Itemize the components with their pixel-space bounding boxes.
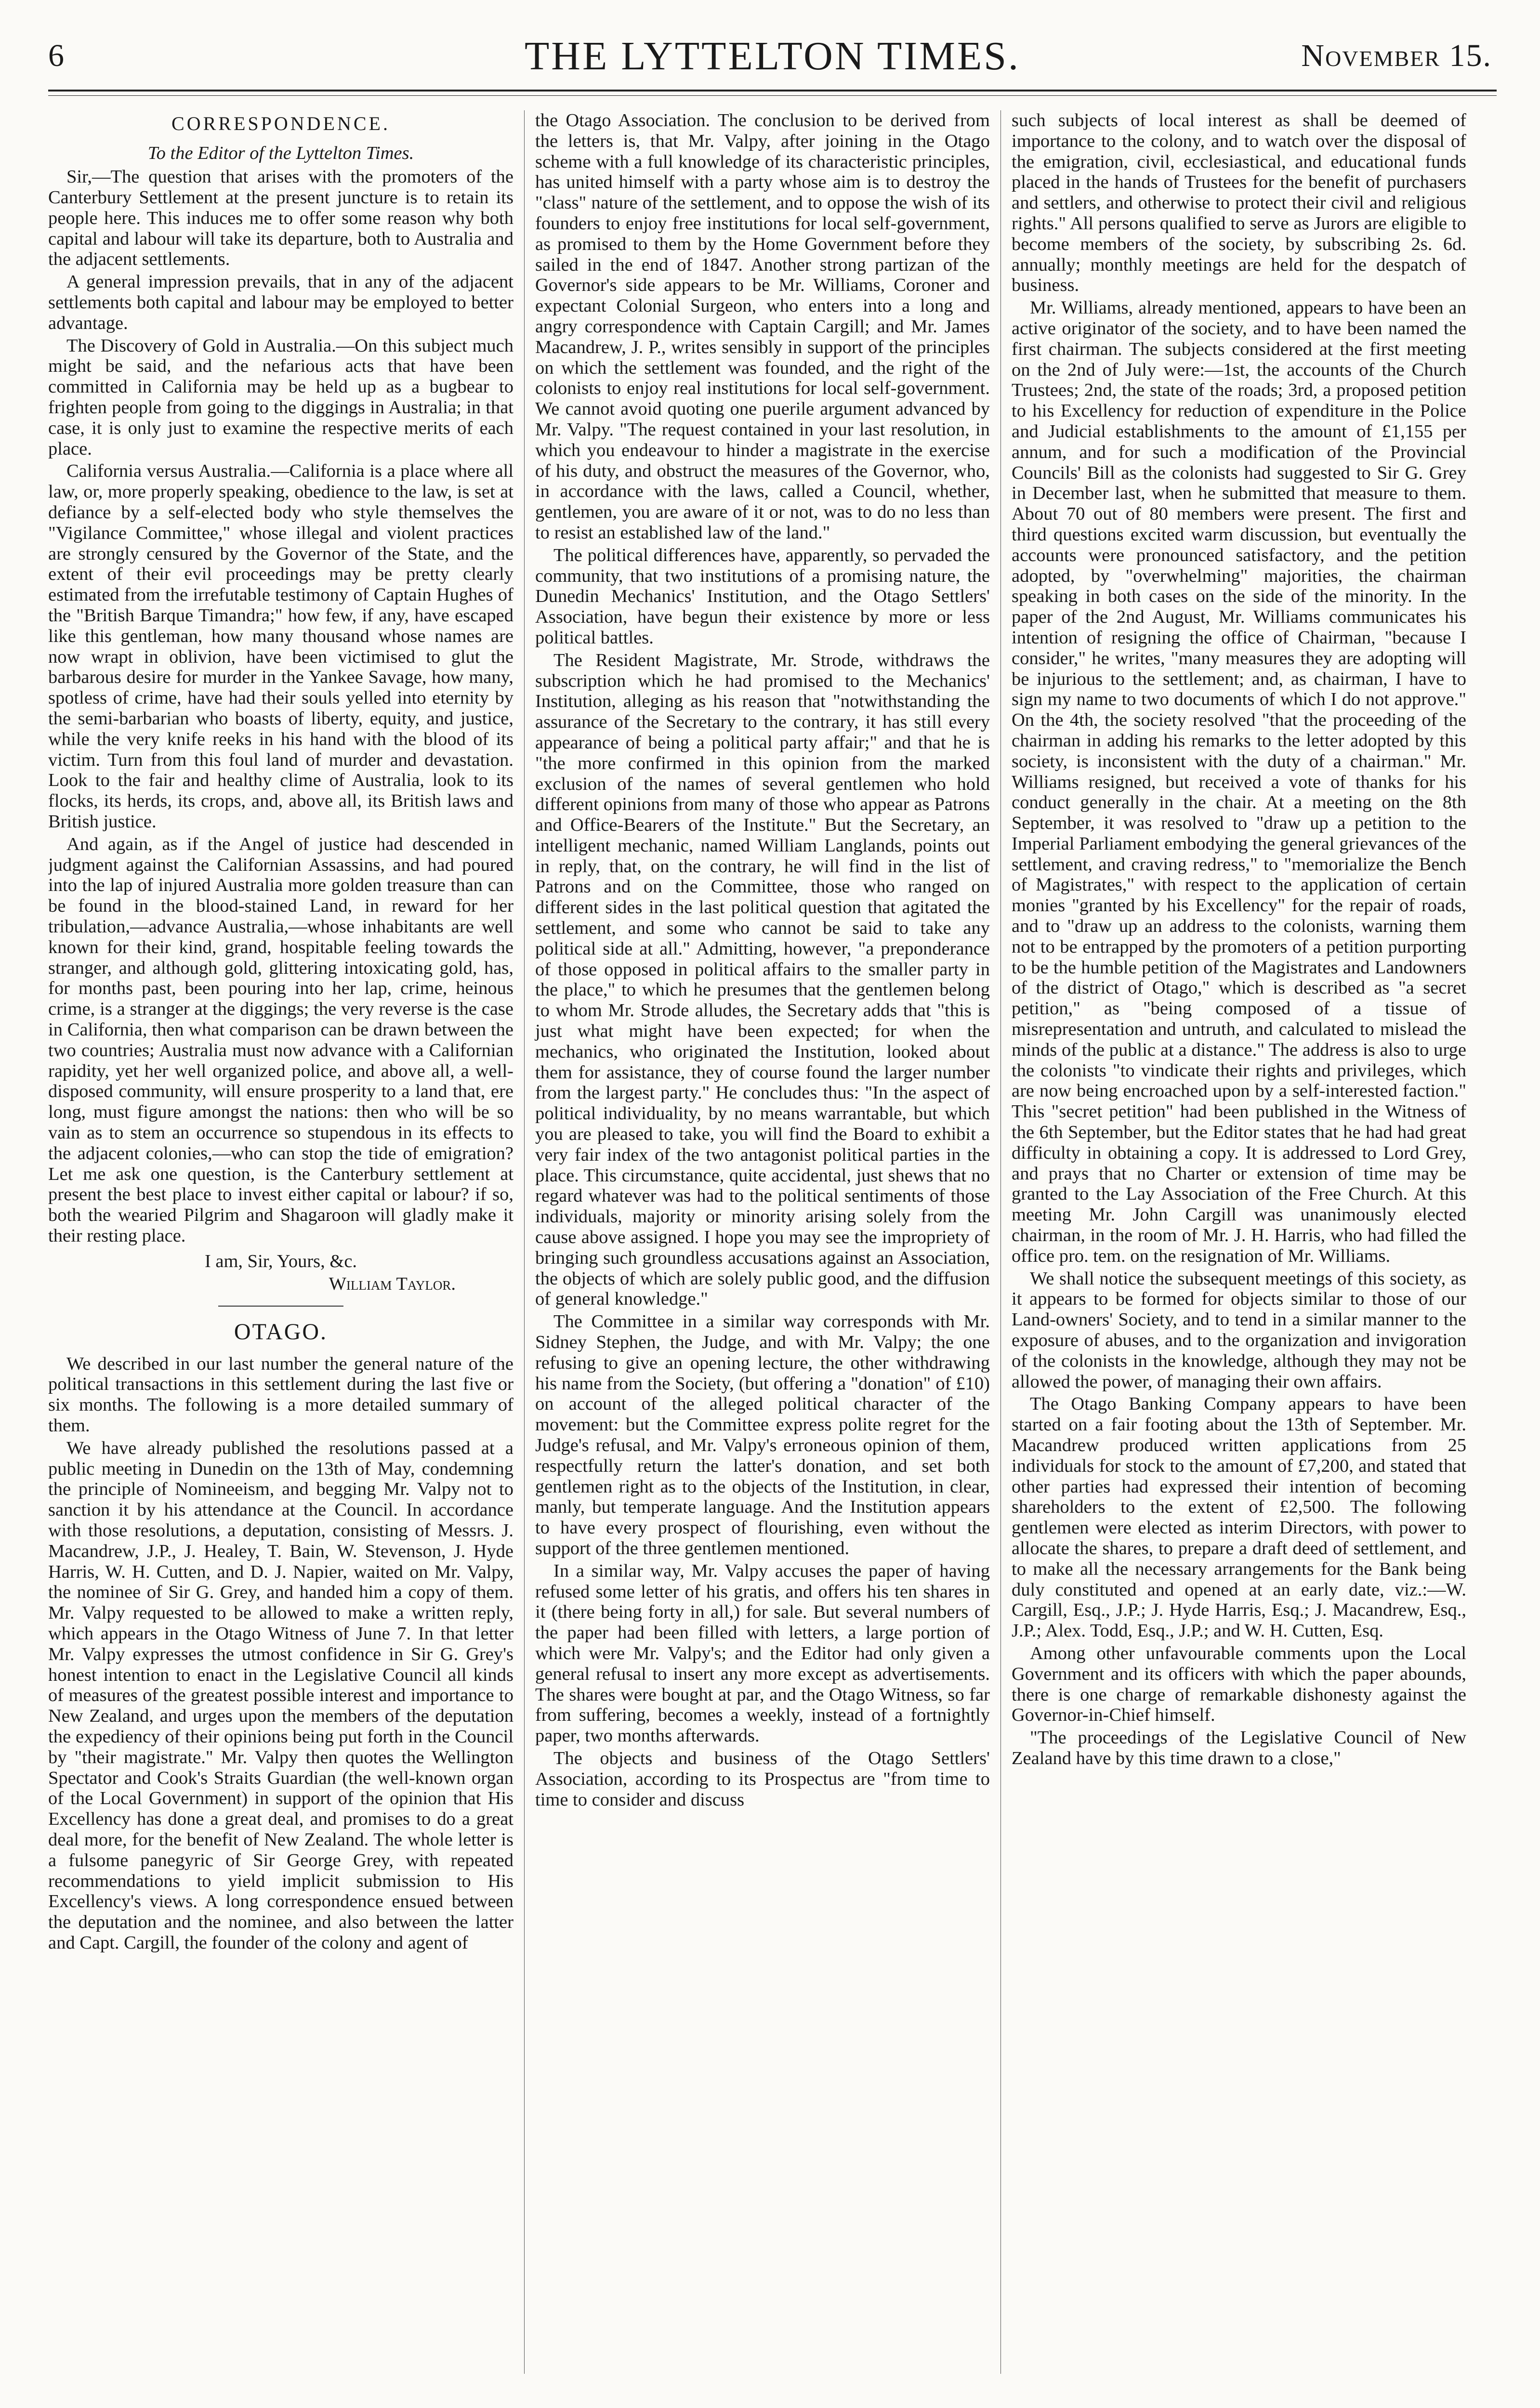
article-paragraph: We described in our last number the general nature of the political transactions in this settlement during the last five or six months. The following is a more detailed summary of them. (48, 1353, 513, 1436)
page-number: 6 (48, 38, 64, 73)
article-paragraph: The Resident Magistrate, Mr. Strode, withdraws the subscription which he had promised to the Mechanics' Institution, alleging as his reason that "notwithstanding the assurance of the Secretary to the contrary, it has still every appearance of being a political party affair;" and that he is "the more confirmed in this opinion from the marked exclusion of the names of several gentlemen who hold different opinions from many of those who appear as Patrons and Office-Bearers of the Institute." But the Secretary, an intelligent mechanic, named William Langlands, points out in reply, that, on the contrary, he will find in the list of Patrons and on the Committee, those who ranged on different sides in the last political question that agitated the settlement, and some who cannot be said to take any political side at all." Admitting, however, "a preponderance of those opposed in political affairs to the smaller party in the place," to which he presumes that the gentlemen belong to whom Mr. Strode alludes, the Secretary adds that "this is just what might have been expected; for when the mechanics, who originated the Institution, looked about them for assistance, they of course found the larger number from the largest party." He concludes thus: "In the aspect of political individuality, by no means warrantable, but which you are pleased to take, you will find the Board to exhibit a very fair index of the two antagonist political parties in the place. This circumstance, quite accidental, just shews that no regard whatever was had to the political sentiments of those individuals, majority or minority arising solely from the cause above assigned. I hope you may see the impropriety of bringing such groundless accusations against an Association, the objects of which are solely public good, and the diffusion of general knowledge." (535, 650, 990, 1309)
issue-date: November 15. (1301, 38, 1492, 73)
section-separator (218, 1306, 343, 1307)
otago-heading: OTAGO. (234, 1319, 328, 1345)
article-paragraph: In a similar way, Mr. Valpy accuses the paper of having refused some letter of his gratis, and offers his ten shares in it (there being forty in all,) for sale. But several numbers of the paper had been filled with letters, a large portion of which were Mr. Valpy's; and the Editor had only given a general refusal to insert any more except as advertisements. The shares were bought at par, and the Otago Witness, so far from suffering, becomes a weekly, instead of a fortnightly paper, two months afterwards. (535, 1560, 990, 1746)
masthead-rule (48, 90, 1497, 96)
article-columns (48, 110, 1497, 2374)
letter-paragraph: The Discovery of Gold in Australia.—On this subject much might be said, and the nefarious acts that have been committed in California may be held up as a bugbear to frighten people from going to the diggings in Australia; in that case, it is only just to examine the respective merits of each place. (48, 335, 513, 459)
masthead (48, 29, 1497, 87)
letter-paragraph: California versus Australia.—California is a place where all law, or, more properly speaking, obedience to the law, is set at defiance by a self-elected body who style themselves the "Vigilance Committee," whose illegal and violent practices are strongly censured by the Governor of the State, and the extent of their evil proceedings may be pretty clearly estimated from the irrefutable testimony of Captain Hughes of the "British Barque Timandra;" how few, if any, have escaped like this gentleman, how many thousand whose names are now wrapt in oblivion, have been victimised to glut the barbarous desire for murder in the Yankee Savage, how many, spotless of crime, have had their souls yelled into eternity by the semi-barbarian who boasts of liberty, equity, and justice, while the very knife reeks in his hand with the blood of its victim. Turn from this foul land of murder and devastation. Look to the fair and healthy clime of Australia, look to its flocks, its herds, its crops, and, above all, its British laws and British justice. (48, 461, 513, 832)
article-paragraph: We shall notice the subsequent meetings of this society, as it appears to be formed for objects similar to those of our Land-owners' Society, and to tend in a similar manner to the exposure of abuses, and to the organization and invigoration of the colonists in the knowledge, although they may not be allowed the power, of managing their own affairs. (1012, 1268, 1466, 1392)
column-2 (524, 110, 990, 2374)
column-1 (48, 110, 513, 2374)
column-3 (1000, 110, 1466, 2374)
correspondence-salutation: To the Editor of the Lyttelton Times. (147, 143, 414, 164)
letter-signature: William Taylor. (329, 1273, 456, 1294)
article-paragraph: Mr. Williams, already mentioned, appears to have been an active originator of the society, and to have been named the first chairman. The subjects considered at the first meeting on the 2nd of July were:—1st, the accounts of the Church Trustees; 2nd, the state of the roads; 3rd, a proposed petition to his Excellency for reduction of expenditure in the Police and Judicial establishments to the amount of £1,155 per annum, and for such a modification of the Provincial Councils' Bill as the colonists had suggested to Sir G. Grey in December last, when he submitted that measure to them. About 70 out of 80 members were present. The first and third questions excited warm discussion, but eventually the accounts were pronounced satisfactory, and the petition adopted, by "overwhelming" majorities, the chairman speaking in both cases on the side of the minority. In the paper of the 2nd August, Mr. Williams communicates his intention of resigning the office of Chairman, "because I consider," he writes, "many measures they are adopting will be injurious to the settlement; and, as chairman, I have to sign my name to two documents of which I do not approve." On the 4th, the society resolved "that the proceeding of the chairman in adding his remarks to the letter adopted by this society, is inconsistent with the duty of a chairman." Mr. Williams resigned, but received a vote of thanks for his conduct generally in the chair. At a meeting on the 8th September, it was resolved to "draw up a petition to the Imperial Parliament embodying the general grievances of the settlement, and craving redress," to "memorialize the Bench of Magistrates," with respect to the application of certain monies "granted by his Excellency" for the repair of roads, and to "draw up an address to the colonists, warning them not to be entrapped by the promoters of a petition purporting to be the humble petition of the Magistrates and Landowners of the district of Otago," which is described as "a secret petition," as "being composed of a tissue of misrepresentation and untruth, and calculated to mislead the minds of the public at a distance." The address is also to urge the colonists "to vindicate their rights and privileges, which are now being encroached upon by a self-interested faction." This "secret petition" had been published in the Witness of the 6th September, but the Editor states that he had had great difficulty in obtaining a copy. It is addressed to Lord Grey, and prays that no Charter or extension of time may be granted to the Lay Association of the Free Church. At this meeting Mr. John Cargill was unanimously elected chairman, in the room of Mr. J. H. Harris, who had filled the office pro. tem. on the resignation of Mr. Williams. (1012, 298, 1466, 1266)
article-paragraph: such subjects of local interest as shall be deemed of importance to the colony, and to watch over the disposal of the emigration, civil, ecclesiastical, and educational funds placed in the hands of Trustees for the benefit of purchasers and settlers, and otherwise to protect their civil and religious rights." All persons qualified to serve as Jurors are eligible to become members of the society, by subscribing 2s. 6d. annually; monthly meetings are held for the despatch of business. (1012, 110, 1466, 296)
letter-paragraph: And again, as if the Angel of justice had descended in judgment against the Californian Assassins, and had poured into the lap of injured Australia more golden treasure than can be found in the blood-stained Land, in reward for her tribulation,—advance Australia,—whose inhabitants are well known for their kind, grand, hospitable feeling towards the stranger, and although gold, glittering intoxicating gold, has, for months past, been pouring into her lap, crime, heinous crime, is a stranger at the diggings; the very reverse is the case in California, then what comparison can be drawn between the two countries; Australia must now advance with a Californian rapidity, yet her well organized police, and above all, a well-disposed community, will ensure prosperity to a land that, ere long, must figure amongst the nations: then who will be so vain as to stem an occurrence so stupendous in its effects to the adjacent colonies,—who can stop the tide of emigration? Let me ask one question, is the Canterbury settlement at present the best place to invest either capital or labour? if so, both the wearied Pilgrim and Shagaroon will gladly make it their resting place. (48, 834, 513, 1246)
article-paragraph: The Committee in a similar way corresponds with Mr. Sidney Stephen, the Judge, and with Mr. Valpy; the one refusing to give an opening lecture, the other withdrawing his name from the Society, (but offering a "donation" of £10) on account of the alleged political character of the movement: but the Committee express polite regret for the Judge's refusal, and Mr. Valpy's erroneous opinion of them, respectfully return the latter's donation, and set both gentlemen right as to the objects of the Institution, in clear, manly, but temperate language. And the Institution appears to have every prospect of flourishing, even without the support of the three gentlemen mentioned. (535, 1311, 990, 1558)
article-paragraph: The political differences have, apparently, so pervaded the community, that two institutions of a promising nature, the Dunedin Mechanics' Institution, and the Otago Settlers' Association, have begun their existence by more or less political battles. (535, 545, 990, 648)
article-paragraph: "The proceedings of the Legislative Council of New Zealand have by this time drawn to a close," (1012, 1727, 1466, 1768)
letter-sign-off: I am, Sir, Yours, &c. (204, 1251, 357, 1271)
article-paragraph: We have already published the resolutions passed at a public meeting in Dunedin on the 13th of May, condemning the principle of Nomineeism, and begging Mr. Valpy not to sanction it by his attendance at the Council. In accordance with those resolutions, a deputation, consisting of Messrs. J. Macandrew, J.P., J. Healey, T. Bain, W. Stevenson, J. Hyde Harris, W. H. Cutten, and D. J. Napier, waited on Mr. Valpy, the nominee of Sir G. Grey, and handed him a copy of them. Mr. Valpy requested to be allowed to make a written reply, which appears in the Otago Witness of June 7. In that letter Mr. Valpy expresses the utmost confidence in Sir G. Grey's honest intention to enact in the Legislative Council all kinds of measures of the greatest possible interest and importance to New Zealand, and urges upon the members of the deputation the expediency of their opinions being put forth in the Council by "their magistrate." Mr. Valpy then quotes the Wellington Spectator and Cook's Straits Guardian (the well-known organ of the Local Government) in support of the opinion that His Excellency has done a great deal, and promises to do a great deal more, for the benefit of New Zealand. The whole letter is a fulsome panegyric of Sir George Grey, with repeated recommendations to yield implicit submission to His Excellency's views. A long correspondence ensued between the deputation and the nominee, and also between the latter and Capt. Cargill, the founder of the colony and agent of (48, 1438, 513, 1953)
article-paragraph: The Otago Banking Company appears to have been started on a fair footing about the 13th of September. Mr. Macandrew produced written applications from 25 individuals for stock to the amount of £7,200, and stated that other parties had expressed their intention of becoming shareholders to the extent of £2,500. The following gentlemen were elected as interim Directors, with power to allocate the shares, to prepare a draft deed of settlement, and to make all the necessary arrangements for the Bank being duly constituted and opened at an early date, viz.:—W. Cargill, Esq., J.P.; J. Hyde Harris, Esq.; J. Macandrew, Esq., J.P.; Alex. Todd, Esq., J.P.; and W. H. Cutten, Esq. (1012, 1394, 1466, 1641)
letter-paragraph: Sir,—The question that arises with the promoters of the Canterbury Settlement at the present juncture is to retain its people here. This induces me to offer some reason why both capital and labour will take its departure, both to Australia and the adjacent settlements. (48, 167, 513, 270)
article-paragraph: the Otago Association. The conclusion to be derived from the letters is, that Mr. Valpy, after joining in the Otago scheme with a full knowledge of its characteristic principles, has united himself with a party whose aim is to destroy the "class" nature of the settlement, and to oppose the wish of its founders to enjoy free institutions for local self-government, as promised to them by the Home Government before they sailed in the end of 1847. Another strong partizan of the Governor's side appears to be Mr. Williams, Coroner and expectant Colonial Surgeon, who enters into a long and angry correspondence with Captain Cargill; and Mr. James Macandrew, J. P., writes sensibly in support of the principles on which the settlement was founded, and the right of the colonists to enjoy real institutions for local self-government. We cannot avoid quoting one puerile argument advanced by Mr. Valpy. "The request contained in your last resolution, in which you endeavour to hinder a magistrate in the exercise of his duty, and obstruct the measures of the Governor, who, in accordance with the laws, called a Council, whether, gentlemen, you are aware of it or not, was to do no less than to resist an established law of the land." (535, 110, 990, 543)
correspondence-heading: CORRESPONDENCE. (171, 113, 390, 134)
letter-paragraph: A general impression prevails, that in any of the adjacent settlements both capital and labour may be employed to better advantage. (48, 272, 513, 333)
article-paragraph: The objects and business of the Otago Settlers' Association, according to its Prospectus are "from time to time to consider and discuss (535, 1748, 990, 1810)
newspaper-title: THE LYTTELTON TIMES. (525, 34, 1020, 79)
article-paragraph: Among other unfavourable comments upon the Local Government and its officers with which the paper abounds, there is one charge of remarkable dishonesty against the Governor-in-Chief himself. (1012, 1643, 1466, 1726)
